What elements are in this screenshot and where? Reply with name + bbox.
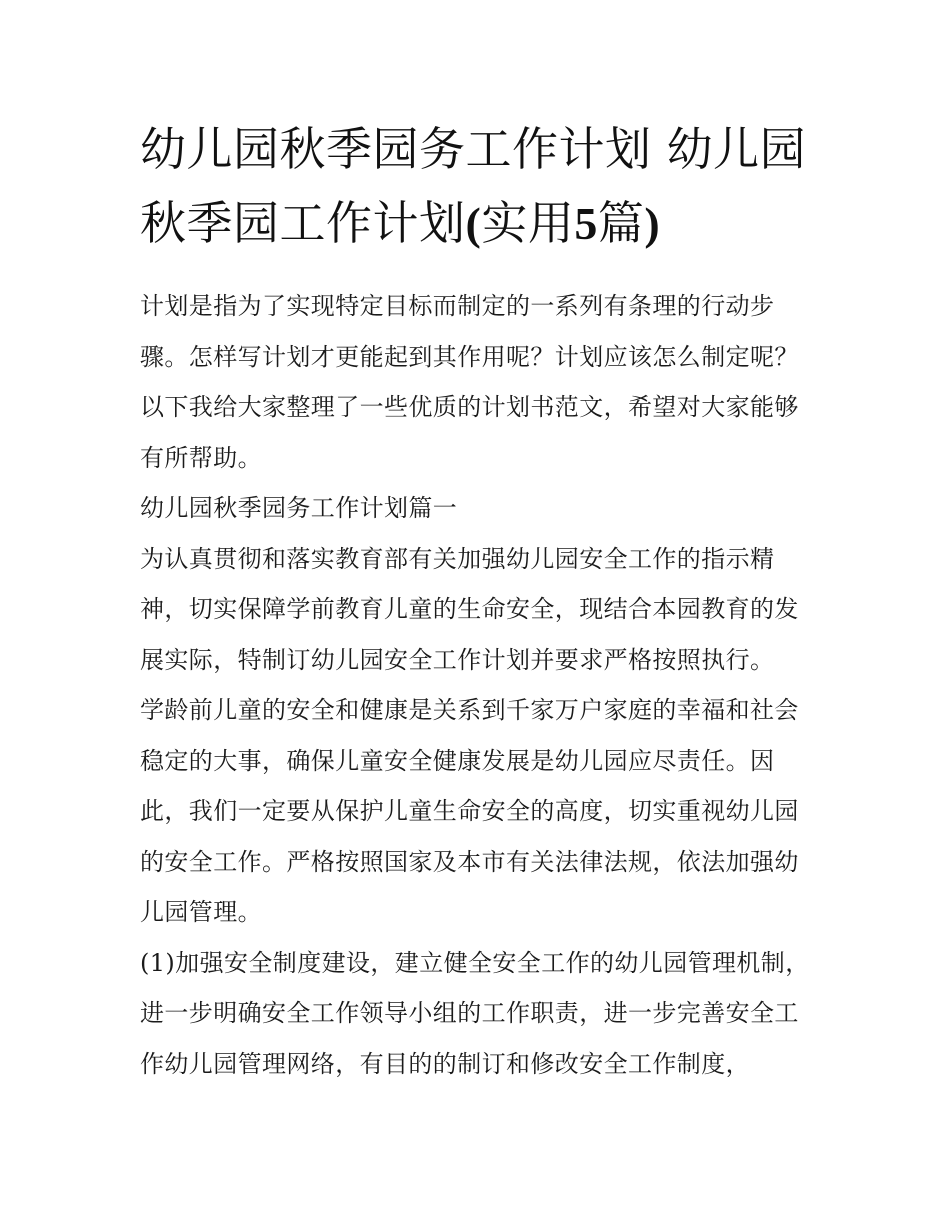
- document-title: [140, 112, 812, 261]
- title-paren-open: (: [465, 198, 482, 249]
- title-word: 实用: [481, 196, 575, 250]
- document-body: [140, 112, 812, 1089]
- title-number: 5: [574, 198, 598, 249]
- body-paragraph: 为认真贯彻和落实教育部有关加强幼儿园安全工作的指示精神，切实保障学前教育儿童的生命安全，现结合本园教育的发展实际，特制订幼儿园安全工作计划并要求严格按照执行。: [140, 544, 799, 674]
- title-text: 幼儿园秋季园务工作计划 幼儿园秋季园工作计划: [140, 122, 807, 250]
- intro-paragraph: 计划是指为了实现特定目标而制定的一系列有条理的行动步骤。怎样写计划才更能起到其作用呢？计划应该怎么制定呢？以下我给大家整理了一些优质的计划书范文，希望对大家能够有所帮助。: [140, 292, 799, 472]
- section-heading: 幼儿园秋季园务工作计划篇一: [140, 494, 458, 522]
- title-paren-close: ): [644, 198, 661, 249]
- body-paragraph: (1)加强安全制度建设，建立健全安全工作的幼儿园管理机制，进一步明确安全工作领导小组的工作职责，进一步完善安全工作幼儿园管理网络，有目的的制订和修改安全工作制度，: [140, 948, 810, 1078]
- body-paragraph: 学龄前儿童的安全和健康是关系到千家万户家庭的幸福和社会稳定的大事，确保儿童安全健康发展是幼儿园应尽责任。因此，我们一定要从保护儿童生命安全的高度，切实重视幼儿园的安全工作。严格按照国家及本市有关法律法规，依法加强幼儿园管理。: [140, 696, 799, 926]
- title-word-2: 篇: [597, 196, 645, 250]
